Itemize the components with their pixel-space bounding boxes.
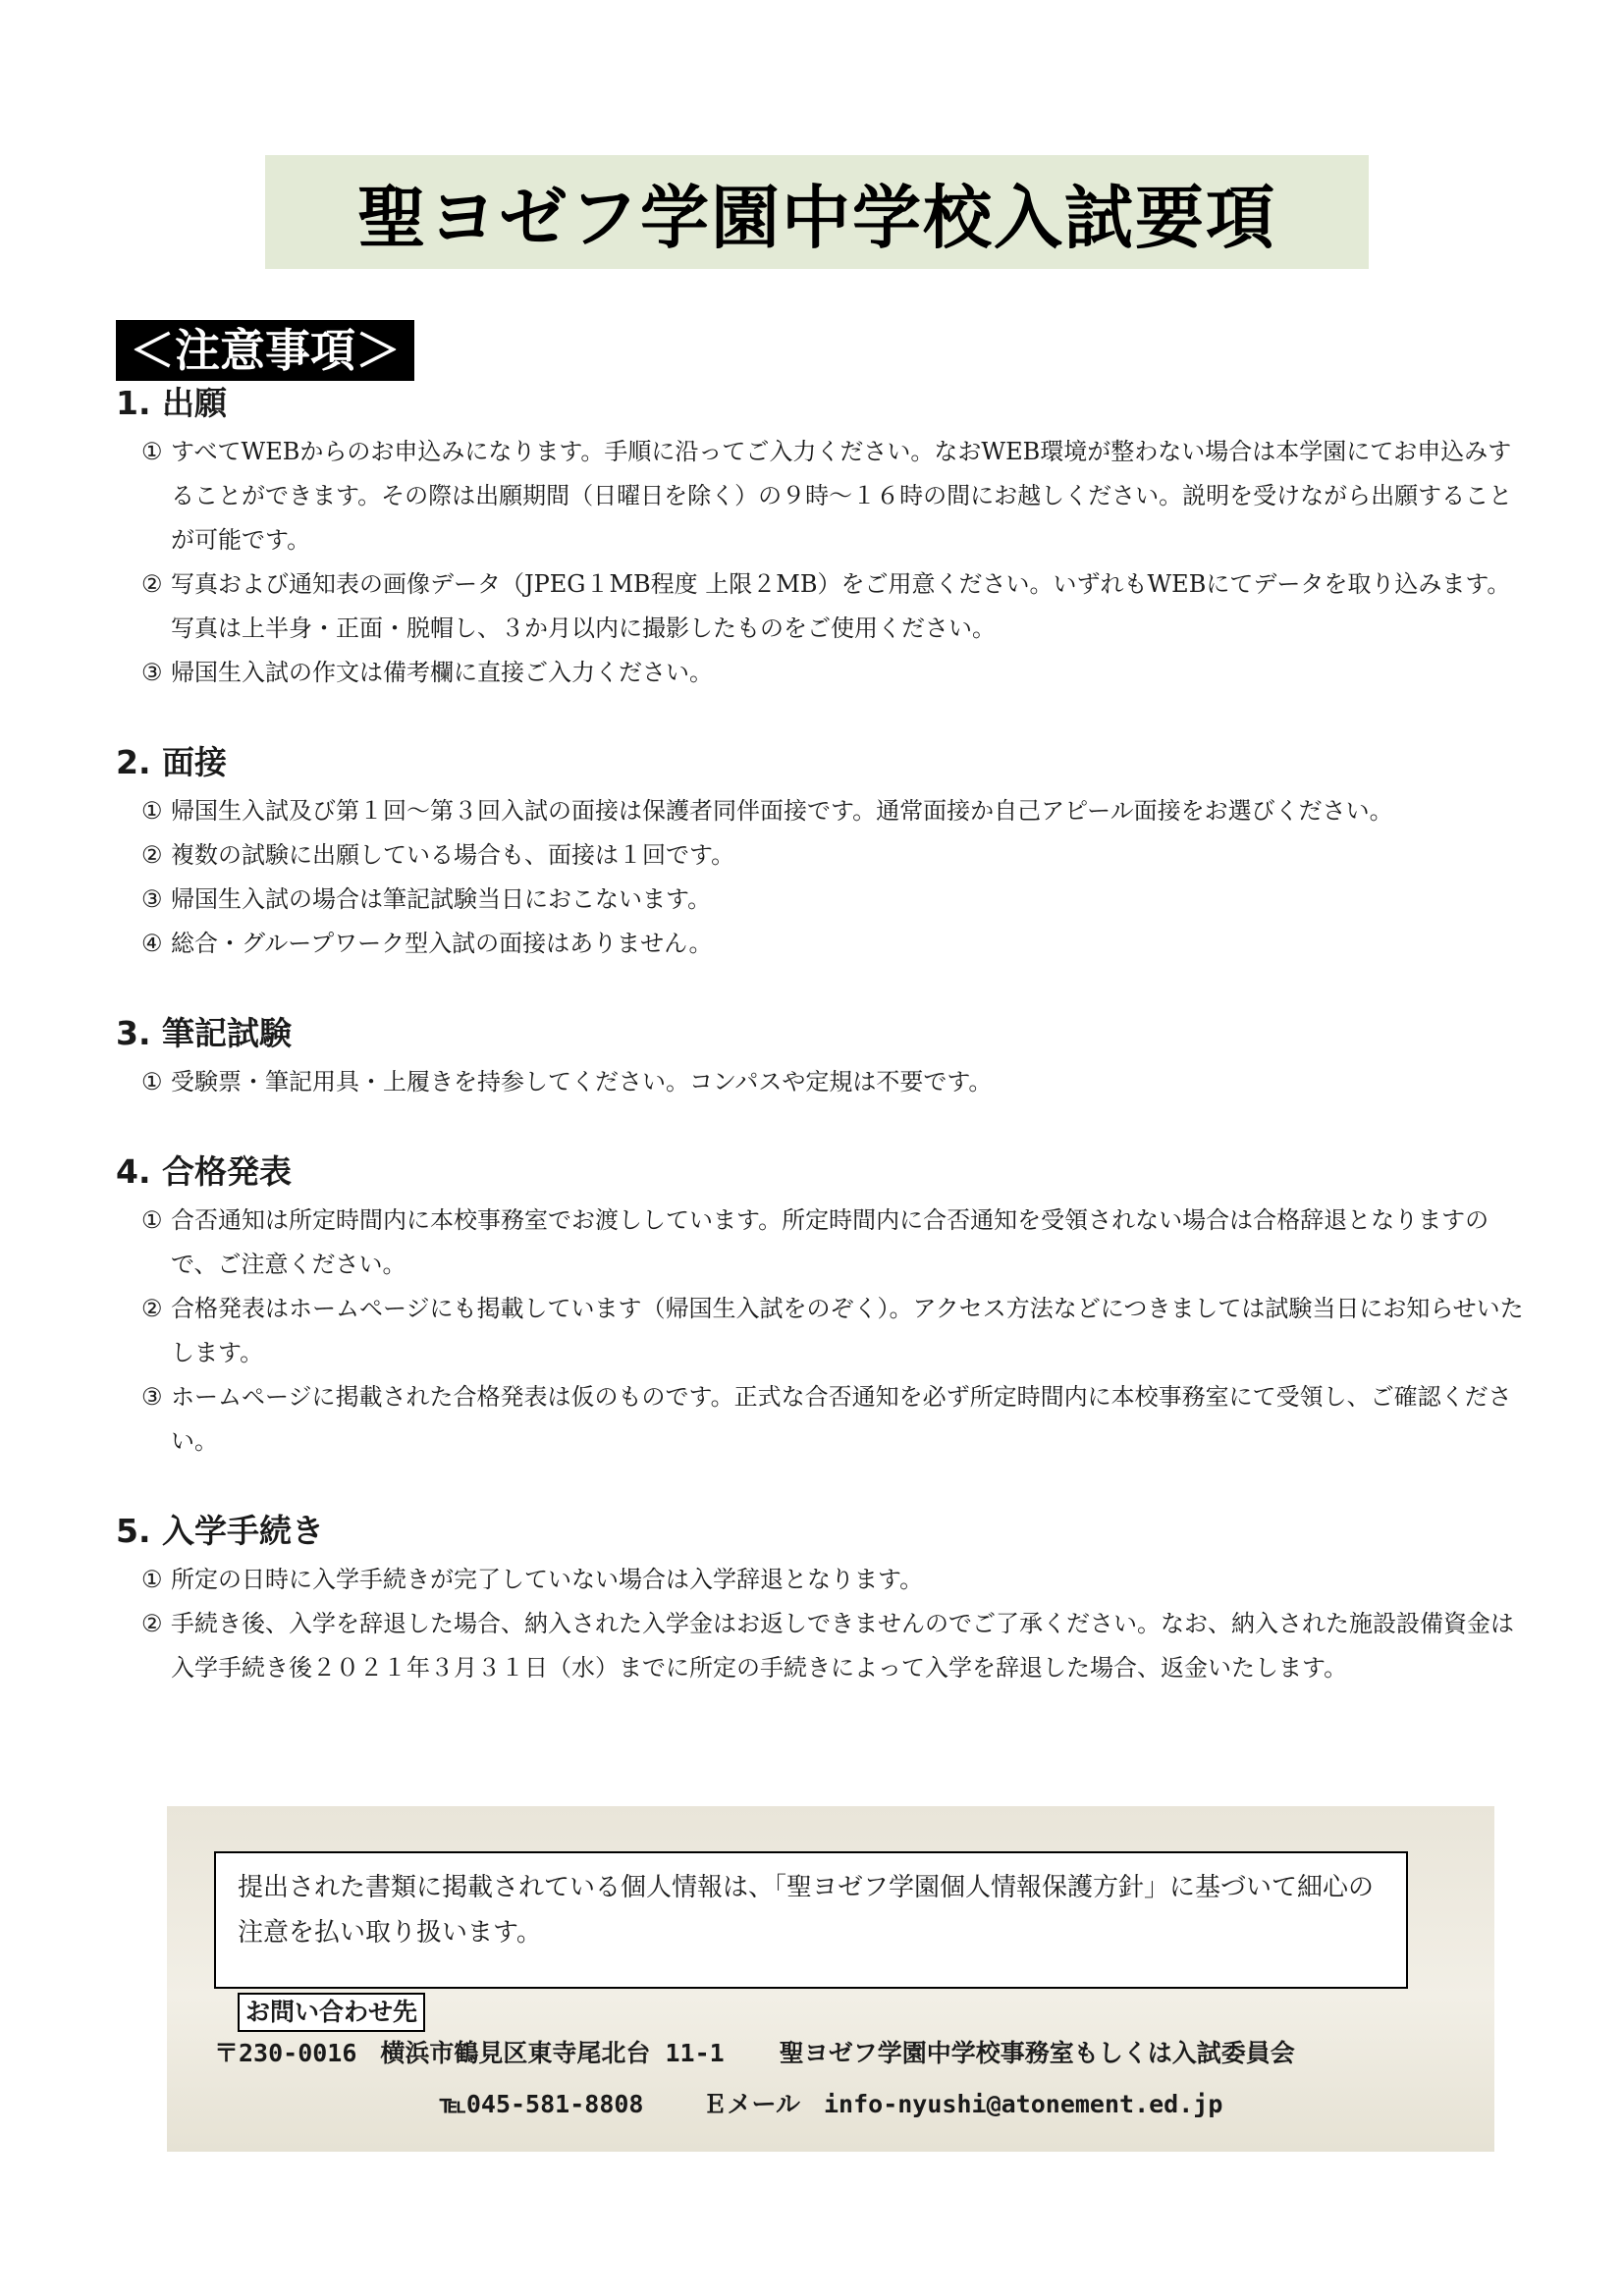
section-written-exam xyxy=(116,1009,1530,1104)
item-text: 総合・グループワーク型入試の面接はありません。 xyxy=(171,930,713,957)
item-marker: ① xyxy=(141,1206,163,1234)
item-text: 受験票・筆記用具・上履きを持参してください。コンパスや定規は不要です。 xyxy=(171,1068,993,1095)
contact-address-line xyxy=(214,2030,1451,2077)
privacy-notice: 提出された書類に掲載されている個人情報は、「聖ヨゼフ学園個人情報保護方針」に基づいて細心の注意を払い取り扱います。 xyxy=(214,1851,1408,1989)
section-heading: 2. 面接 xyxy=(116,743,227,781)
item-marker: ③ xyxy=(141,1383,163,1411)
item-text: 所定の日時に入学手続きが完了していない場合は入学辞退となります。 xyxy=(171,1566,924,1593)
item-marker: ② xyxy=(141,841,163,869)
item-text: 帰国生入試の場合は筆記試験当日におこないます。 xyxy=(171,885,712,913)
list-item xyxy=(116,1375,1530,1464)
notice-sections xyxy=(116,379,1530,1734)
postal-code: 〒230-0016 xyxy=(214,2039,357,2067)
list-item xyxy=(116,1602,1530,1690)
item-marker: ④ xyxy=(141,930,163,957)
phone-number: ℡045-581-8808 xyxy=(440,2090,644,2118)
item-marker: ② xyxy=(141,1295,163,1322)
item-text: 合格発表はホームページにも掲載しています（帰国生入試をのぞく）。アクセス方法などにつきましては試験当日にお知らせいたします。 xyxy=(171,1295,1524,1366)
list-item xyxy=(116,651,1530,695)
office-name: 聖ヨゼフ学園中学校事務室もしくは入試委員会 xyxy=(779,2039,1295,2067)
item-marker: ③ xyxy=(141,659,163,686)
item-marker: ① xyxy=(141,797,163,825)
item-marker: ① xyxy=(141,1566,163,1593)
contact-phone-email-line xyxy=(440,2081,1222,2128)
item-text: 合否通知は所定時間内に本校事務室でお渡ししています。所定時間内に合否通知を受領されない場合は合格辞退となりますので、ご注意ください。 xyxy=(171,1206,1489,1278)
section-results xyxy=(116,1148,1530,1464)
email-link[interactable]: info-nyushi@atonement.ed.jp xyxy=(824,2090,1223,2118)
section-enrollment xyxy=(116,1507,1530,1690)
section-application xyxy=(116,379,1530,695)
item-marker: ① xyxy=(141,438,163,465)
page-title: 聖ヨゼフ学園中学校入試要項 xyxy=(357,177,1276,258)
list-item xyxy=(116,833,1530,878)
notice-header: ＜注意事項＞ xyxy=(116,320,414,381)
item-text: 手続き後、入学を辞退した場合、納入された入学金はお返しできませんのでご了承ください。なお、納入された施設設備資金は入学手続き後２０２１年３月３１日（水）までに所定の手続きによって入学を辞退した場合、返金いたします。 xyxy=(171,1610,1514,1682)
list-item xyxy=(116,1558,1530,1602)
section-interview xyxy=(116,738,1530,966)
list-item xyxy=(116,1060,1530,1104)
section-heading: 5. 入学手続き xyxy=(116,1512,324,1550)
section-heading: 4. 合格発表 xyxy=(116,1152,292,1191)
contact-panel xyxy=(167,1806,1494,2152)
list-item xyxy=(116,430,1530,562)
item-text: 帰国生入試の作文は備考欄に直接ご入力ください。 xyxy=(171,659,713,686)
item-marker: ③ xyxy=(141,885,163,913)
address: 横浜市鶴見区東寺尾北台 11-1 xyxy=(380,2039,725,2067)
item-text: 写真および通知表の画像データ（JPEG１MB程度 上限２MB）をご用意ください。いずれもWEBにてデータを取り込みます。写真は上半身・正面・脱帽し、３か月以内に撮影したものをご使用ください。 xyxy=(171,570,1511,642)
item-marker: ① xyxy=(141,1068,163,1095)
list-item xyxy=(116,1199,1530,1287)
list-item xyxy=(116,878,1530,922)
item-text: 複数の試験に出願している場合も、面接は１回です。 xyxy=(171,841,735,869)
email-label: Ｅメール xyxy=(702,2090,800,2118)
contact-label: お問い合わせ先 xyxy=(238,1993,425,2032)
item-text: ホームページに掲載された合格発表は仮のものです。正式な合否通知を必ず所定時間内に本校事務室にて受領し、ご確認ください。 xyxy=(171,1383,1512,1455)
item-marker: ② xyxy=(141,1610,163,1637)
section-heading: 3. 筆記試験 xyxy=(116,1014,292,1052)
list-item xyxy=(116,562,1530,651)
section-heading: 1. 出願 xyxy=(116,384,227,422)
list-item xyxy=(116,1287,1530,1375)
item-text: すべてWEBからのお申込みになります。手順に沿ってご入力ください。なおWEB環境が整わない場合は本学園にてお申込みすることができます。その際は出願期間（日曜日を除く）の９時～１６時の間にお越しください。説明を受けながら出願することが可能です。 xyxy=(171,438,1513,554)
item-text: 帰国生入試及び第１回～第３回入試の面接は保護者同伴面接です。通常面接か自己アピール面接をお選びください。 xyxy=(171,797,1393,825)
item-marker: ② xyxy=(141,570,163,598)
list-item xyxy=(116,789,1530,833)
list-item xyxy=(116,922,1530,966)
title-banner xyxy=(265,155,1369,269)
